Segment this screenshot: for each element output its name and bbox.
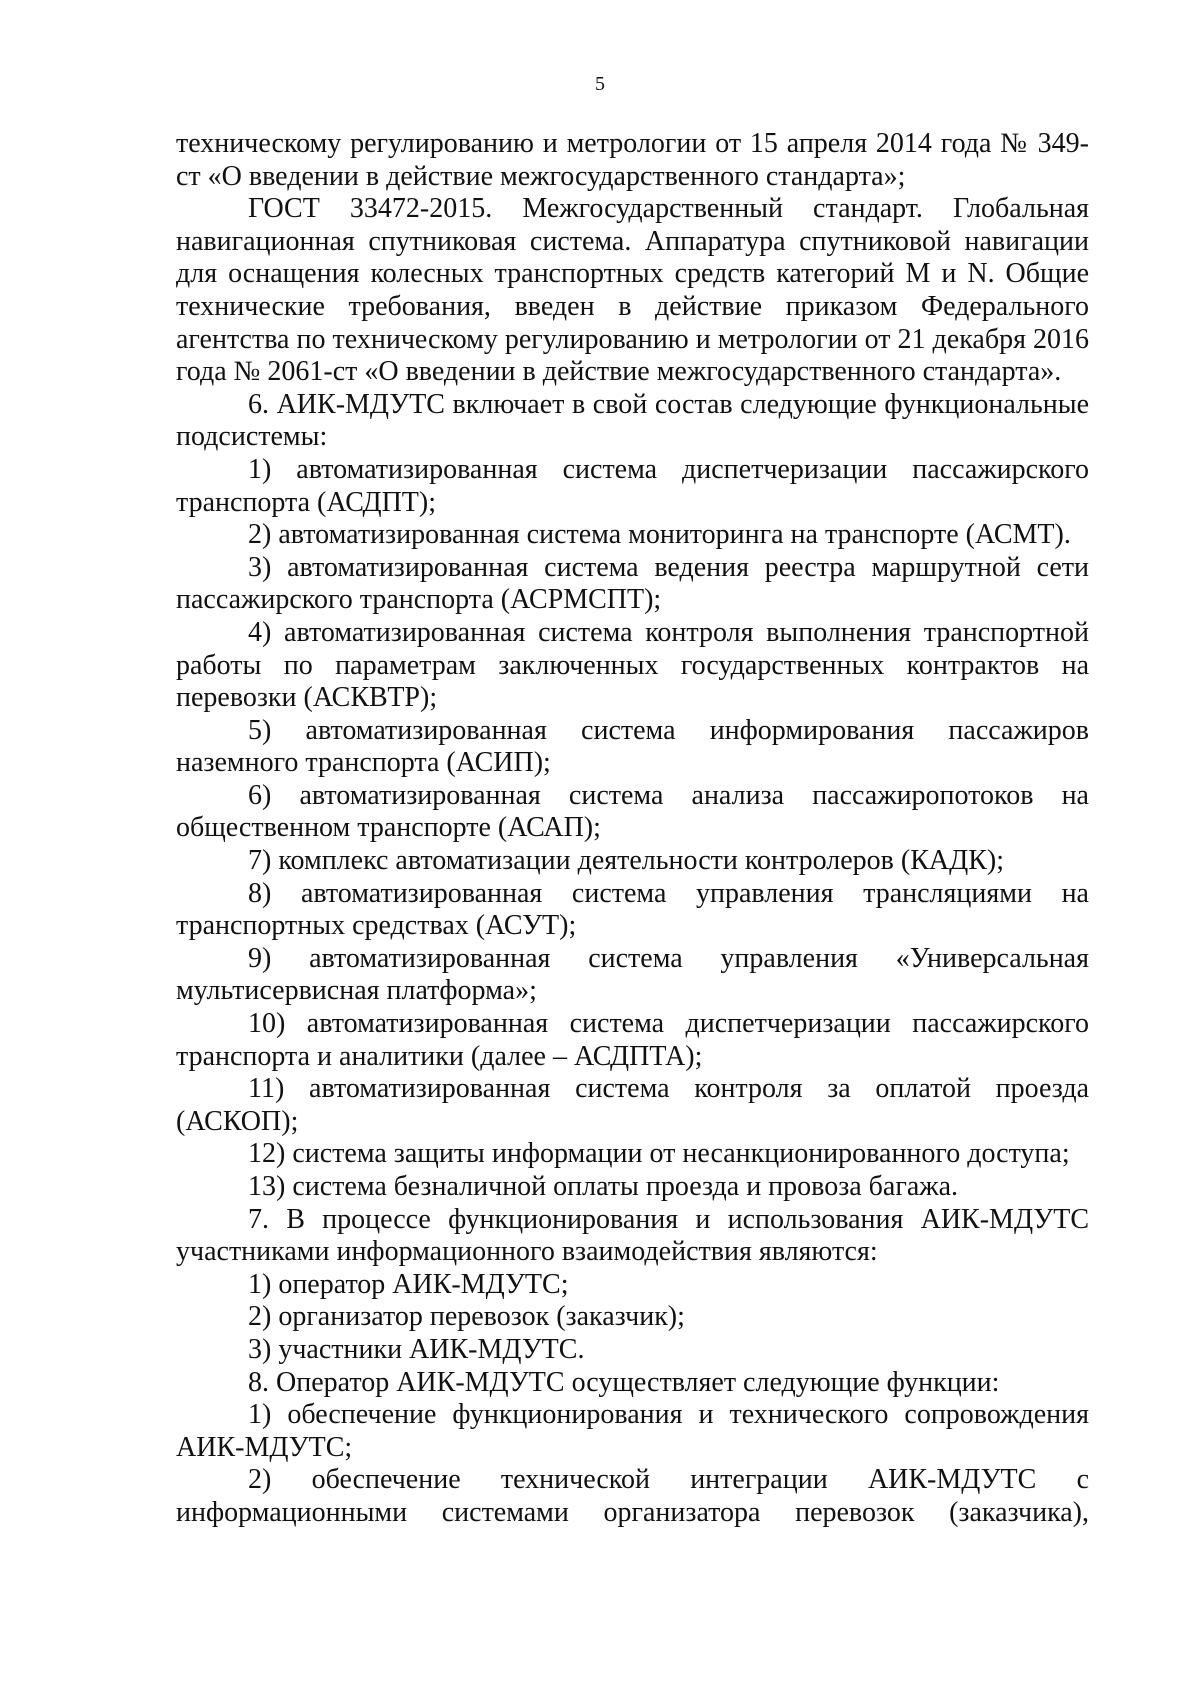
paragraph: 2) автоматизированная система мониторинга на транспорте (АСМТ).: [248, 519, 1071, 551]
paragraph: 2) обеспечение технической интеграции АИК-МДУТС с информационными системами организатора перевозок (заказчика),: [176, 1464, 1089, 1528]
paragraph: 5) автоматизированная система информирования пассажиров наземного транспорта (АСИП);: [176, 714, 1089, 779]
paragraph: 1) автоматизированная система диспетчеризации пассажирского транспорта (АСДПТ);: [176, 453, 1089, 518]
paragraph: 1) оператор АИК-МДУТС;: [248, 1268, 569, 1300]
paragraph: 3) автоматизированная система ведения реестра маршрутной сети пассажирского транспорта (АСРМСПТ);: [176, 551, 1089, 616]
paragraph: 3) участники АИК-МДУТС.: [248, 1333, 585, 1365]
paragraph: 13) система безналичной оплаты проезда и провоза багажа.: [248, 1171, 959, 1202]
paragraph: 11) автоматизированная система контроля за оплатой проезда (АСКОП);: [176, 1073, 1089, 1137]
paragraph: 1) обеспечение функционирования и технического сопровождения АИК-МДУТС;: [176, 1399, 1089, 1463]
paragraph: 6. АИК-МДУТС включает в свой состав следующие функциональные подсистемы:: [176, 388, 1089, 453]
paragraph: 8) автоматизированная система управления трансляциями на транспортных средствах (АСУТ);: [176, 877, 1089, 942]
paragraph: 6) автоматизированная система анализа пассажиропотоков на общественном транспорте (АСАП);: [176, 779, 1089, 844]
paragraph: 4) автоматизированная система контроля выполнения транспортной работы по параметрам заключенных государственных контрактов на перевозки (АСКВТР);: [176, 616, 1089, 714]
page-number: 5: [595, 73, 605, 95]
paragraph: техническому регулированию и метрологии от 15 апреля 2014 года № 349-ст «О введении в действие межгосударственного стандарта»;: [176, 128, 1089, 192]
paragraph: 7. В процессе функционирования и использования АИК-МДУТС участниками информационного взаимодействия являются:: [176, 1203, 1089, 1268]
paragraph: 2) организатор перевозок (заказчик);: [248, 1301, 685, 1333]
paragraph: 10) автоматизированная система диспетчеризации пассажирского транспорта и аналитики (далее – АСДПТА);: [176, 1008, 1089, 1072]
paragraph: 9) автоматизированная система управления «Универсальная мультисервисная платформа»;: [176, 942, 1089, 1007]
paragraph: ГОСТ 33472-2015. Межгосударственный стандарт. Глобальная навигационная спутниковая система. Аппаратура спутниковой навигации для оснащения колесных транспортных средств категорий M и N. Общие технические требования, введен в действие приказом Федерального агентства по техническому регулированию и метрологии от 21 декабря 2016 года № 2061-ст «О введении в действие межгосударственного стандарта».: [176, 193, 1089, 388]
paragraph: 7) комплекс автоматизации деятельности контролеров (КАДК);: [248, 845, 1004, 877]
paragraph: 8. Оператор АИК-МДУТС осуществляет следующие функции:: [248, 1366, 1000, 1398]
paragraph: 12) система защиты информации от несанкционированного доступа;: [248, 1138, 1070, 1170]
document-body: [176, 128, 1089, 1530]
